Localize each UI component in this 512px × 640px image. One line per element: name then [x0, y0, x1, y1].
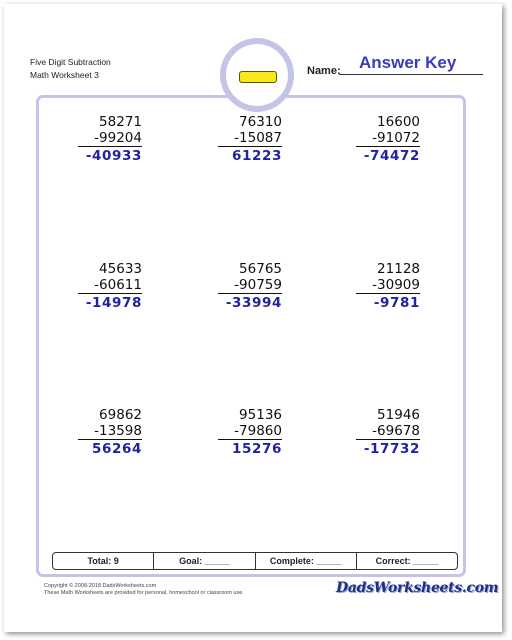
worksheet-title — [30, 56, 111, 82]
subtrahend: -90759 — [218, 277, 282, 294]
problem-7 — [78, 407, 142, 457]
name-field — [307, 52, 483, 76]
problem-6 — [356, 261, 420, 311]
pencil-icon — [239, 71, 277, 83]
problems-frame — [36, 95, 466, 577]
problem-1 — [78, 114, 142, 164]
problem-5 — [218, 261, 282, 311]
worksheet-title-line2: Math Worksheet 3 — [30, 70, 99, 80]
name-line — [339, 74, 483, 75]
complete-cell: Complete: _____ — [256, 553, 357, 569]
copyright-line1: Copyright © 2008-2018 DadsWorksheets.com — [44, 583, 157, 589]
score-footer — [52, 552, 458, 570]
copyright-line2: These Math Worksheets are provided for personal, homeschool or classroom use. — [44, 590, 244, 596]
answer: -17732 — [363, 441, 420, 457]
answer: 61223 — [232, 148, 282, 164]
site-logo: DadsWorksheets.com — [336, 580, 499, 596]
answer-key-label: Answer Key — [359, 53, 457, 72]
problem-3 — [356, 114, 420, 164]
copyright-notice — [44, 583, 244, 597]
subtrahend: -79860 — [218, 423, 282, 440]
minuend: 21128 — [377, 261, 420, 277]
subtrahend: -91072 — [356, 130, 420, 147]
minuend: 76310 — [239, 114, 282, 130]
answer: -14978 — [85, 295, 142, 311]
problem-9 — [356, 407, 420, 457]
subtrahend: -99204 — [78, 130, 142, 147]
worksheet-title-line1: Five Digit Subtraction — [30, 57, 111, 67]
name-label: Name: — [307, 65, 341, 77]
problem-2 — [218, 114, 282, 164]
minuend: 45633 — [99, 261, 142, 277]
minuend: 95136 — [239, 407, 282, 423]
subtrahend: -30909 — [356, 277, 420, 294]
subtrahend: -69678 — [356, 423, 420, 440]
goal-cell: Goal: _____ — [154, 553, 255, 569]
minuend: 56765 — [239, 261, 282, 277]
minuend: 69862 — [99, 407, 142, 423]
subtrahend: -15087 — [218, 130, 282, 147]
minuend: 58271 — [99, 114, 142, 130]
subtrahend: -60611 — [78, 277, 142, 294]
correct-cell: Correct: _____ — [375, 556, 439, 566]
answer: -74472 — [363, 148, 420, 164]
problem-8 — [218, 407, 282, 457]
problem-4 — [78, 261, 142, 311]
minuend: 16600 — [377, 114, 420, 130]
total-cell: Total: 9 — [53, 553, 154, 569]
answer: -33994 — [225, 295, 282, 311]
minuend: 51946 — [377, 407, 420, 423]
pencil-badge — [220, 38, 294, 112]
answer: -40933 — [85, 148, 142, 164]
answer: 15276 — [232, 441, 282, 457]
answer: 56264 — [92, 441, 142, 457]
answer: -9781 — [373, 295, 420, 311]
subtrahend: -13598 — [78, 423, 142, 440]
